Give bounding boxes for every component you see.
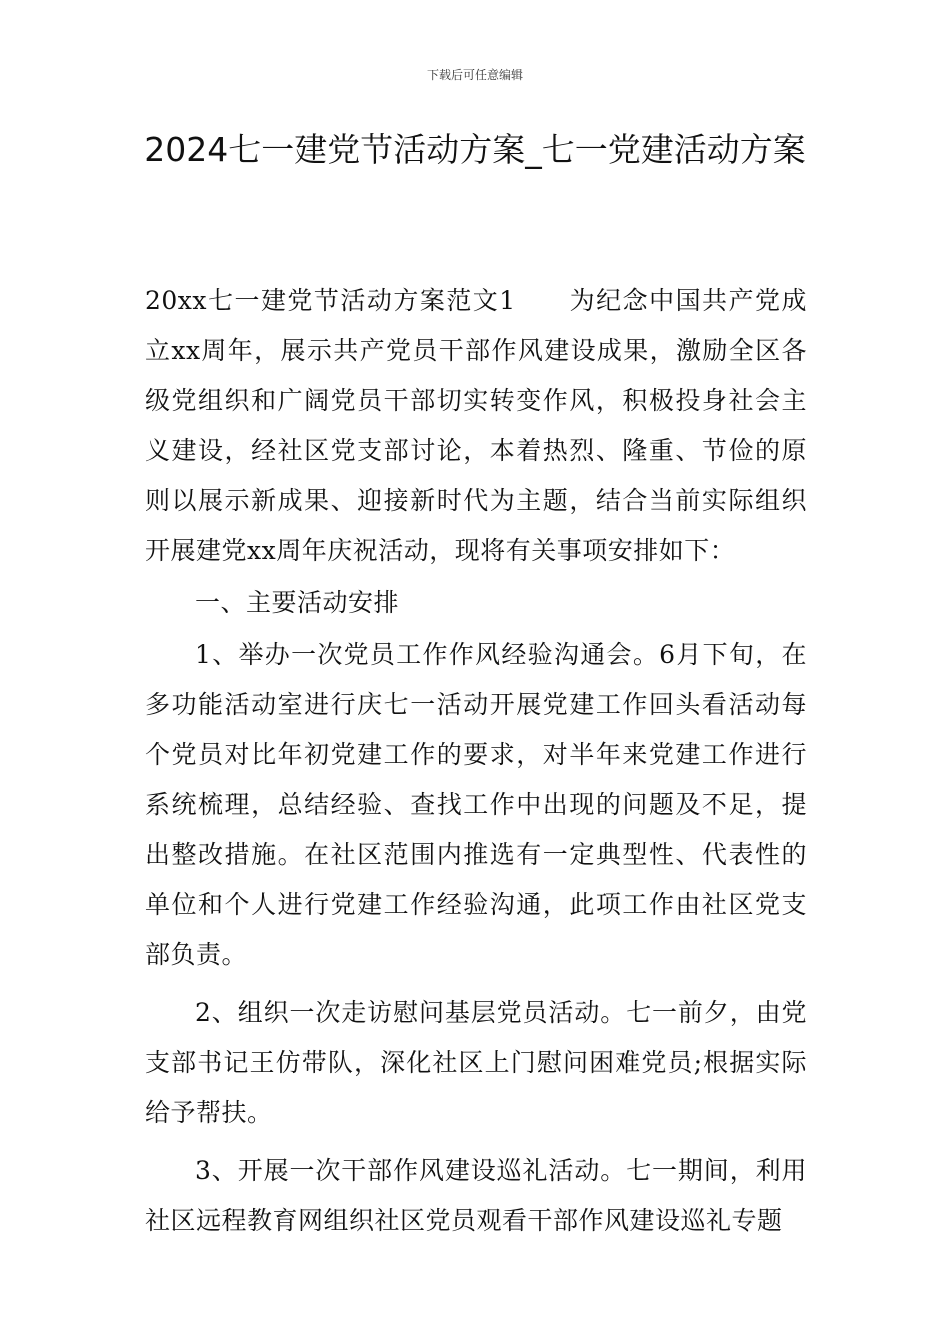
download-note: 下载后可任意编辑 — [426, 68, 523, 82]
paragraph-item-2: 2、组织一次走访慰问基层党员活动。七一前夕，由党支部书记王仿带队，深化社区上门慰问困难党员;根据实际给予帮扶。 — [145, 998, 807, 1127]
paragraph-item-1: 1、举办一次党员工作作风经验沟通会。6月下旬，在多功能活动室进行庆七一活动开展党建工作回头看活动每个党员对比年初党建工作的要求，对半年来党建工作进行系统梳理，总结经验、查找工作中出现的问题及不足，提出整改措施。在社区范围内推选有一定典型性、代表性的单位和个人进行党建工作经验沟通，此项工作由社区党支部负责。 — [145, 640, 807, 969]
document-title: 2024七一建党节活动方案_七一党建活动方案 — [144, 130, 806, 169]
paragraph-item-3: 3、开展一次干部作风建设巡礼活动。七一期间，利用社区远程教育网组织社区党员观看干部作风建设巡礼专题 — [145, 1156, 807, 1235]
paragraph-intro: 20xx七一建党节活动方案范文1 为纪念中国共产党成立xx周年，展示共产党员干部作风建设成果，激励全区各级党组织和广阔党员干部切实转变作风，积极投身社会主义建设，经社区党支部讨论，本着热烈、隆重、节俭的原则以展示新成果、迎接新时代为主题，结合当前实际组织开展建党xx周年庆祝活动，现将有关事项安排如下： — [145, 286, 807, 565]
section-heading-main-activities: 一、主要活动安排 — [195, 588, 400, 617]
document-body — [145, 276, 807, 1246]
